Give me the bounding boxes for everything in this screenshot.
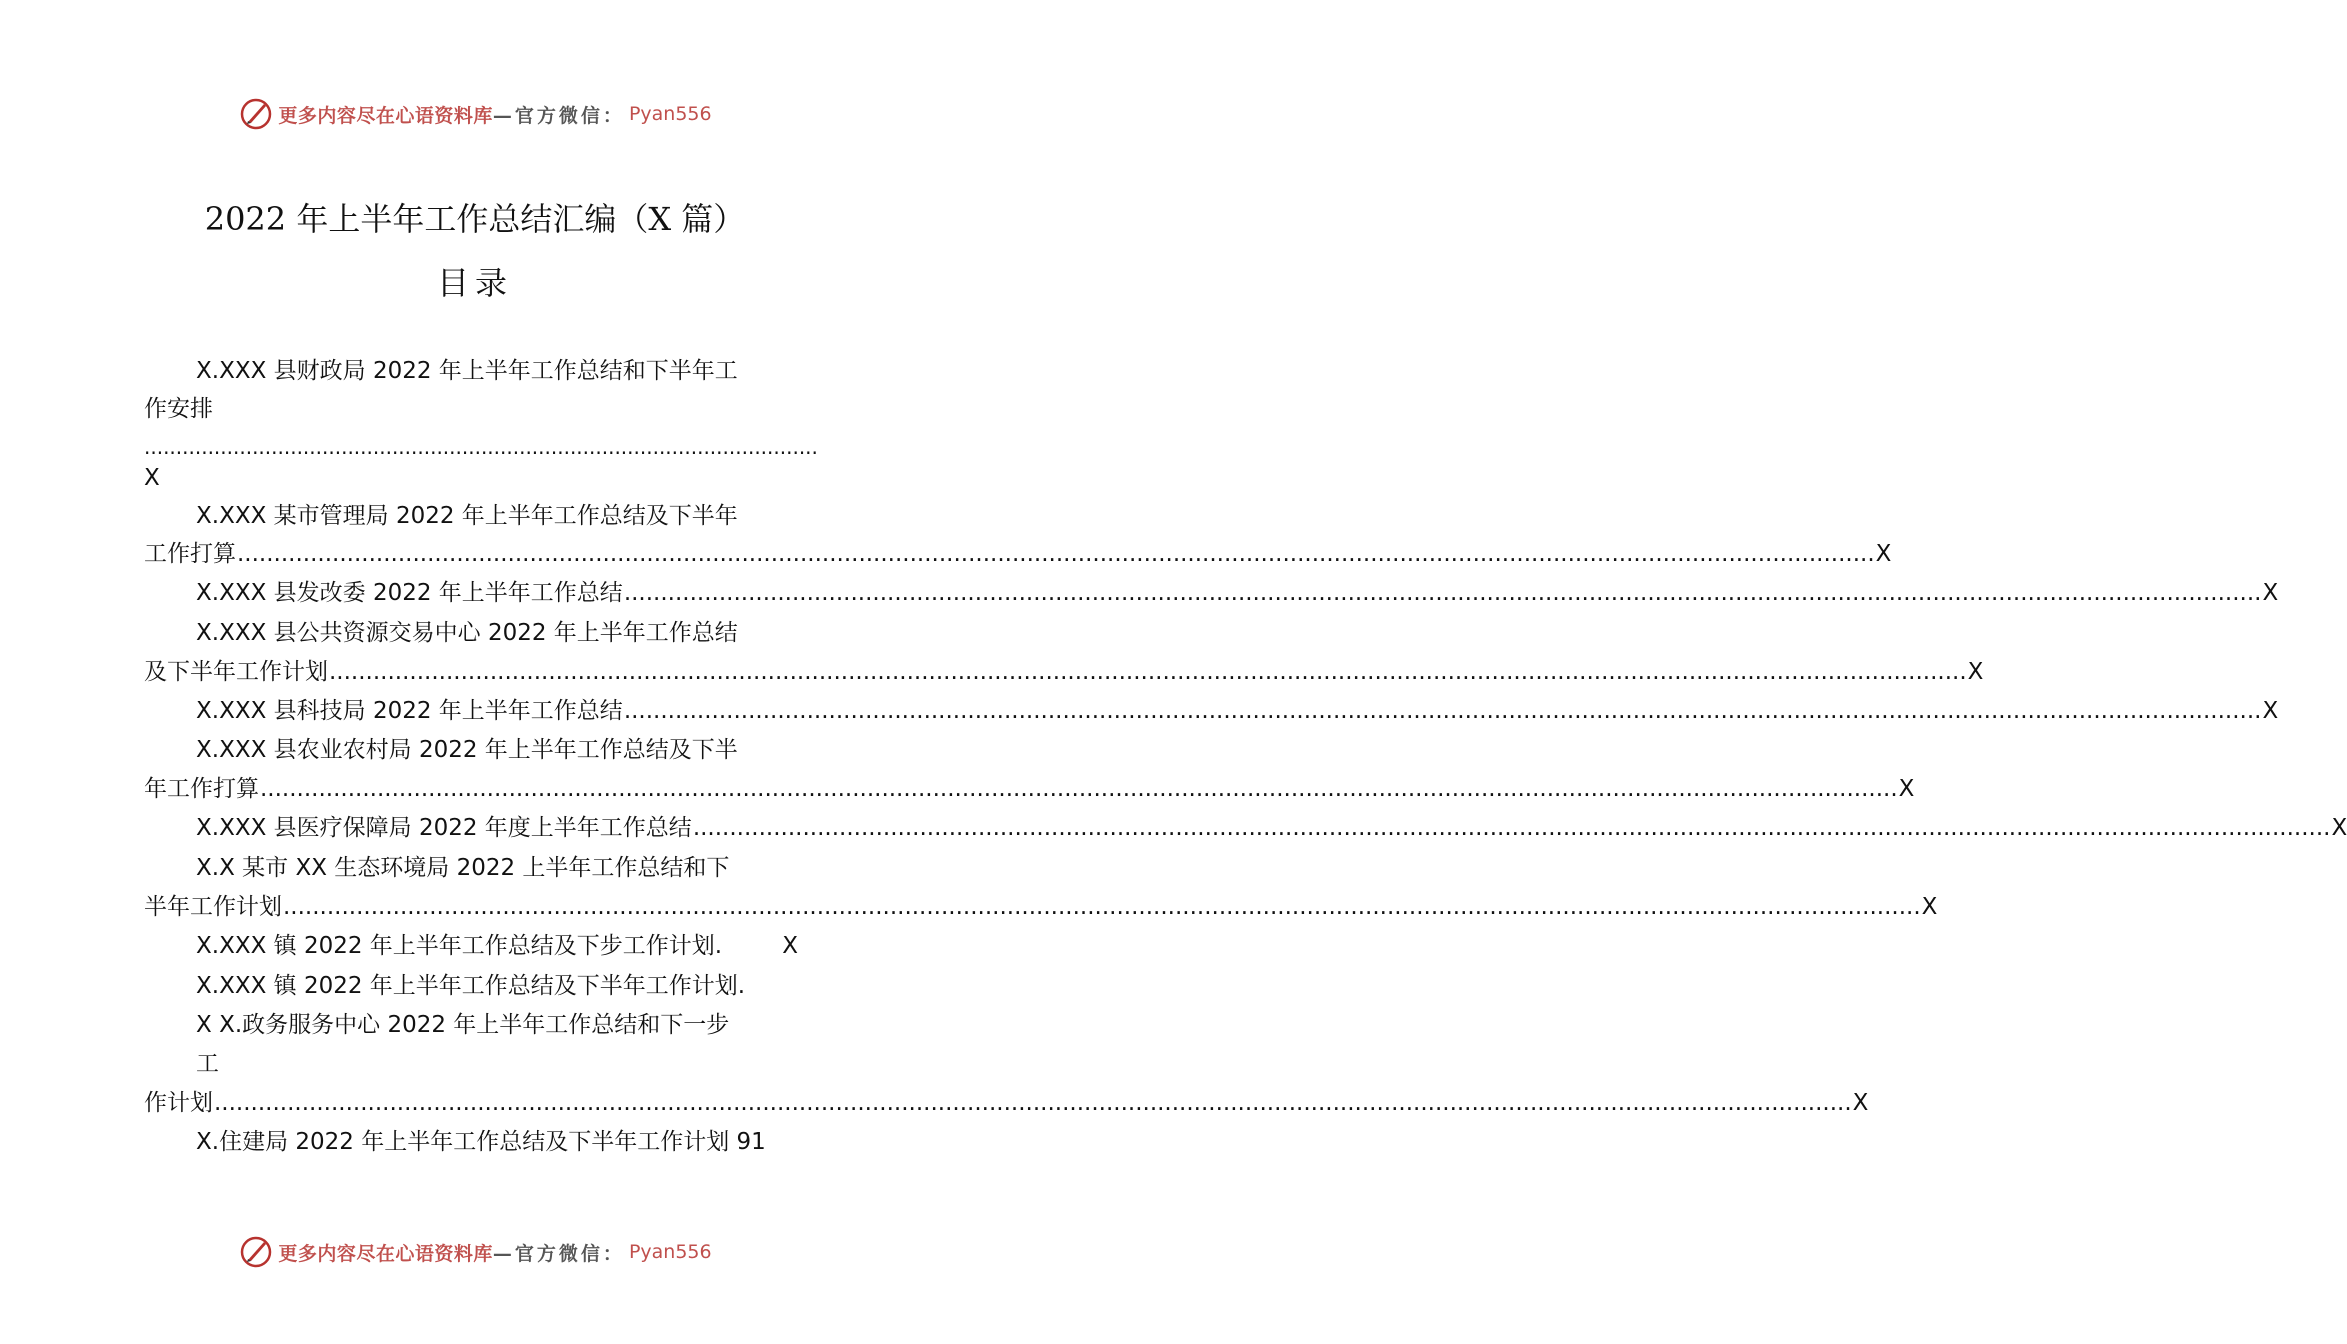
toc-entry-1-line2[interactable]: 作安排 <box>144 396 213 422</box>
toc-entry-11-line1[interactable]: X X.政务服务中心 2022 年上半年工作总结和下一步 <box>196 1012 730 1038</box>
toc-entry-5[interactable] <box>196 692 2279 730</box>
banner-contact-label: —官方微信： <box>492 104 625 127</box>
toc-entry-1-line1[interactable]: X.XXX 县财政局 2022 年上半年工作总结和下半年工 <box>196 358 738 384</box>
toc-entry-6-line1[interactable]: X.XXX 县农业农村局 2022 年上半年工作总结及下半 <box>196 737 738 763</box>
toc-entry-9[interactable] <box>196 927 798 965</box>
dot-leader: ................................................................................................................................................................................................................................ <box>623 698 2262 724</box>
dot-leader: ................................................................................................................................................................................................................................ <box>260 776 1898 802</box>
toc-entry-2-text: 工作打算 <box>144 541 236 567</box>
dot-leader: ................................................................................................................................................................................................................................ <box>283 894 1921 920</box>
page-number: X <box>1898 776 1915 802</box>
page-number: X <box>2262 698 2279 724</box>
toc-entry-9-text: X.XXX 镇 2022 年上半年工作总结及下步工作计划. <box>196 933 723 959</box>
page-number: X <box>1875 541 1892 567</box>
banner-wechat-id: Pyan556 <box>628 1241 712 1263</box>
page-number: X <box>782 933 798 959</box>
page-number: X <box>1852 1090 1869 1116</box>
banner-contact-label: —官方微信： <box>492 1242 625 1265</box>
toc-entry-6-line2[interactable] <box>144 770 1915 808</box>
toc-entry-1-leader: .......................................................................................................... <box>144 435 818 459</box>
toc-entry-11-line3[interactable] <box>144 1084 1869 1122</box>
toc-entry-4-line1[interactable]: X.XXX 县公共资源交易中心 2022 年上半年工作总结 <box>196 620 738 646</box>
toc-entry-7[interactable] <box>196 809 2347 847</box>
page-number: X <box>1921 894 1938 920</box>
toc-entry-6-text: 年工作打算 <box>144 776 259 802</box>
toc-entry-2-line1[interactable]: X.XXX 某市管理局 2022 年上半年工作总结及下半年 <box>196 503 738 529</box>
toc-entry-1-page: X <box>144 465 160 491</box>
dot-leader: ................................................................................................................................................................................................................................ <box>214 1090 1852 1116</box>
toc-entry-11-text: 作计划 <box>144 1090 213 1116</box>
toc-entry-8-line1[interactable]: X.X 某市 XX 生态环境局 2022 上半年工作总结和下 <box>196 855 730 881</box>
dot-leader: ................................................................................................................................................................................................................................ <box>329 659 1967 685</box>
quill-logo-icon <box>238 96 274 132</box>
header-banner <box>0 94 950 134</box>
toc-heading: 目录 <box>436 264 513 302</box>
banner-wechat-id: Pyan556 <box>628 103 712 125</box>
toc-entry-8-line2[interactable] <box>144 888 1938 926</box>
page-number: X <box>1967 659 1984 685</box>
banner-text: 更多内容尽在心语资料库 <box>278 1242 493 1265</box>
banner-text: 更多内容尽在心语资料库 <box>278 104 493 127</box>
toc-entry-8-text: 半年工作计划 <box>144 894 282 920</box>
toc-entry-5-text: X.XXX 县科技局 2022 年上半年工作总结 <box>196 698 623 724</box>
toc-entry-11-line2[interactable]: 工 <box>196 1051 219 1077</box>
toc-entry-4-text: 及下半年工作计划 <box>144 659 328 685</box>
toc-entry-3-text: X.XXX 县发改委 2022 年上半年工作总结 <box>196 580 623 606</box>
document-title: 2022 年上半年工作总结汇编（X 篇） <box>204 200 746 238</box>
footer-banner <box>0 1232 950 1272</box>
toc-entry-3[interactable] <box>196 574 2279 612</box>
dot-leader: ................................................................................................................................................................................................................................ <box>692 815 2331 841</box>
toc-entry-10[interactable]: X.XXX 镇 2022 年上半年工作总结及下半年工作计划. <box>196 973 746 999</box>
dot-leader: ................................................................................................................................................................................................................................ <box>623 580 2262 606</box>
toc-entry-4-line2[interactable] <box>144 653 1984 691</box>
page-number: X <box>2331 815 2347 841</box>
quill-logo-icon <box>238 1234 274 1270</box>
toc-entry-7-text: X.XXX 县医疗保障局 2022 年度上半年工作总结 <box>196 815 692 841</box>
toc-entry-2-line2[interactable] <box>144 535 1892 573</box>
dot-leader: ................................................................................................................................................................................................................................ <box>237 541 1875 567</box>
page-number: X <box>2262 580 2279 606</box>
toc-entry-12[interactable]: X.住建局 2022 年上半年工作总结及下半年工作计划 91 <box>196 1129 766 1155</box>
